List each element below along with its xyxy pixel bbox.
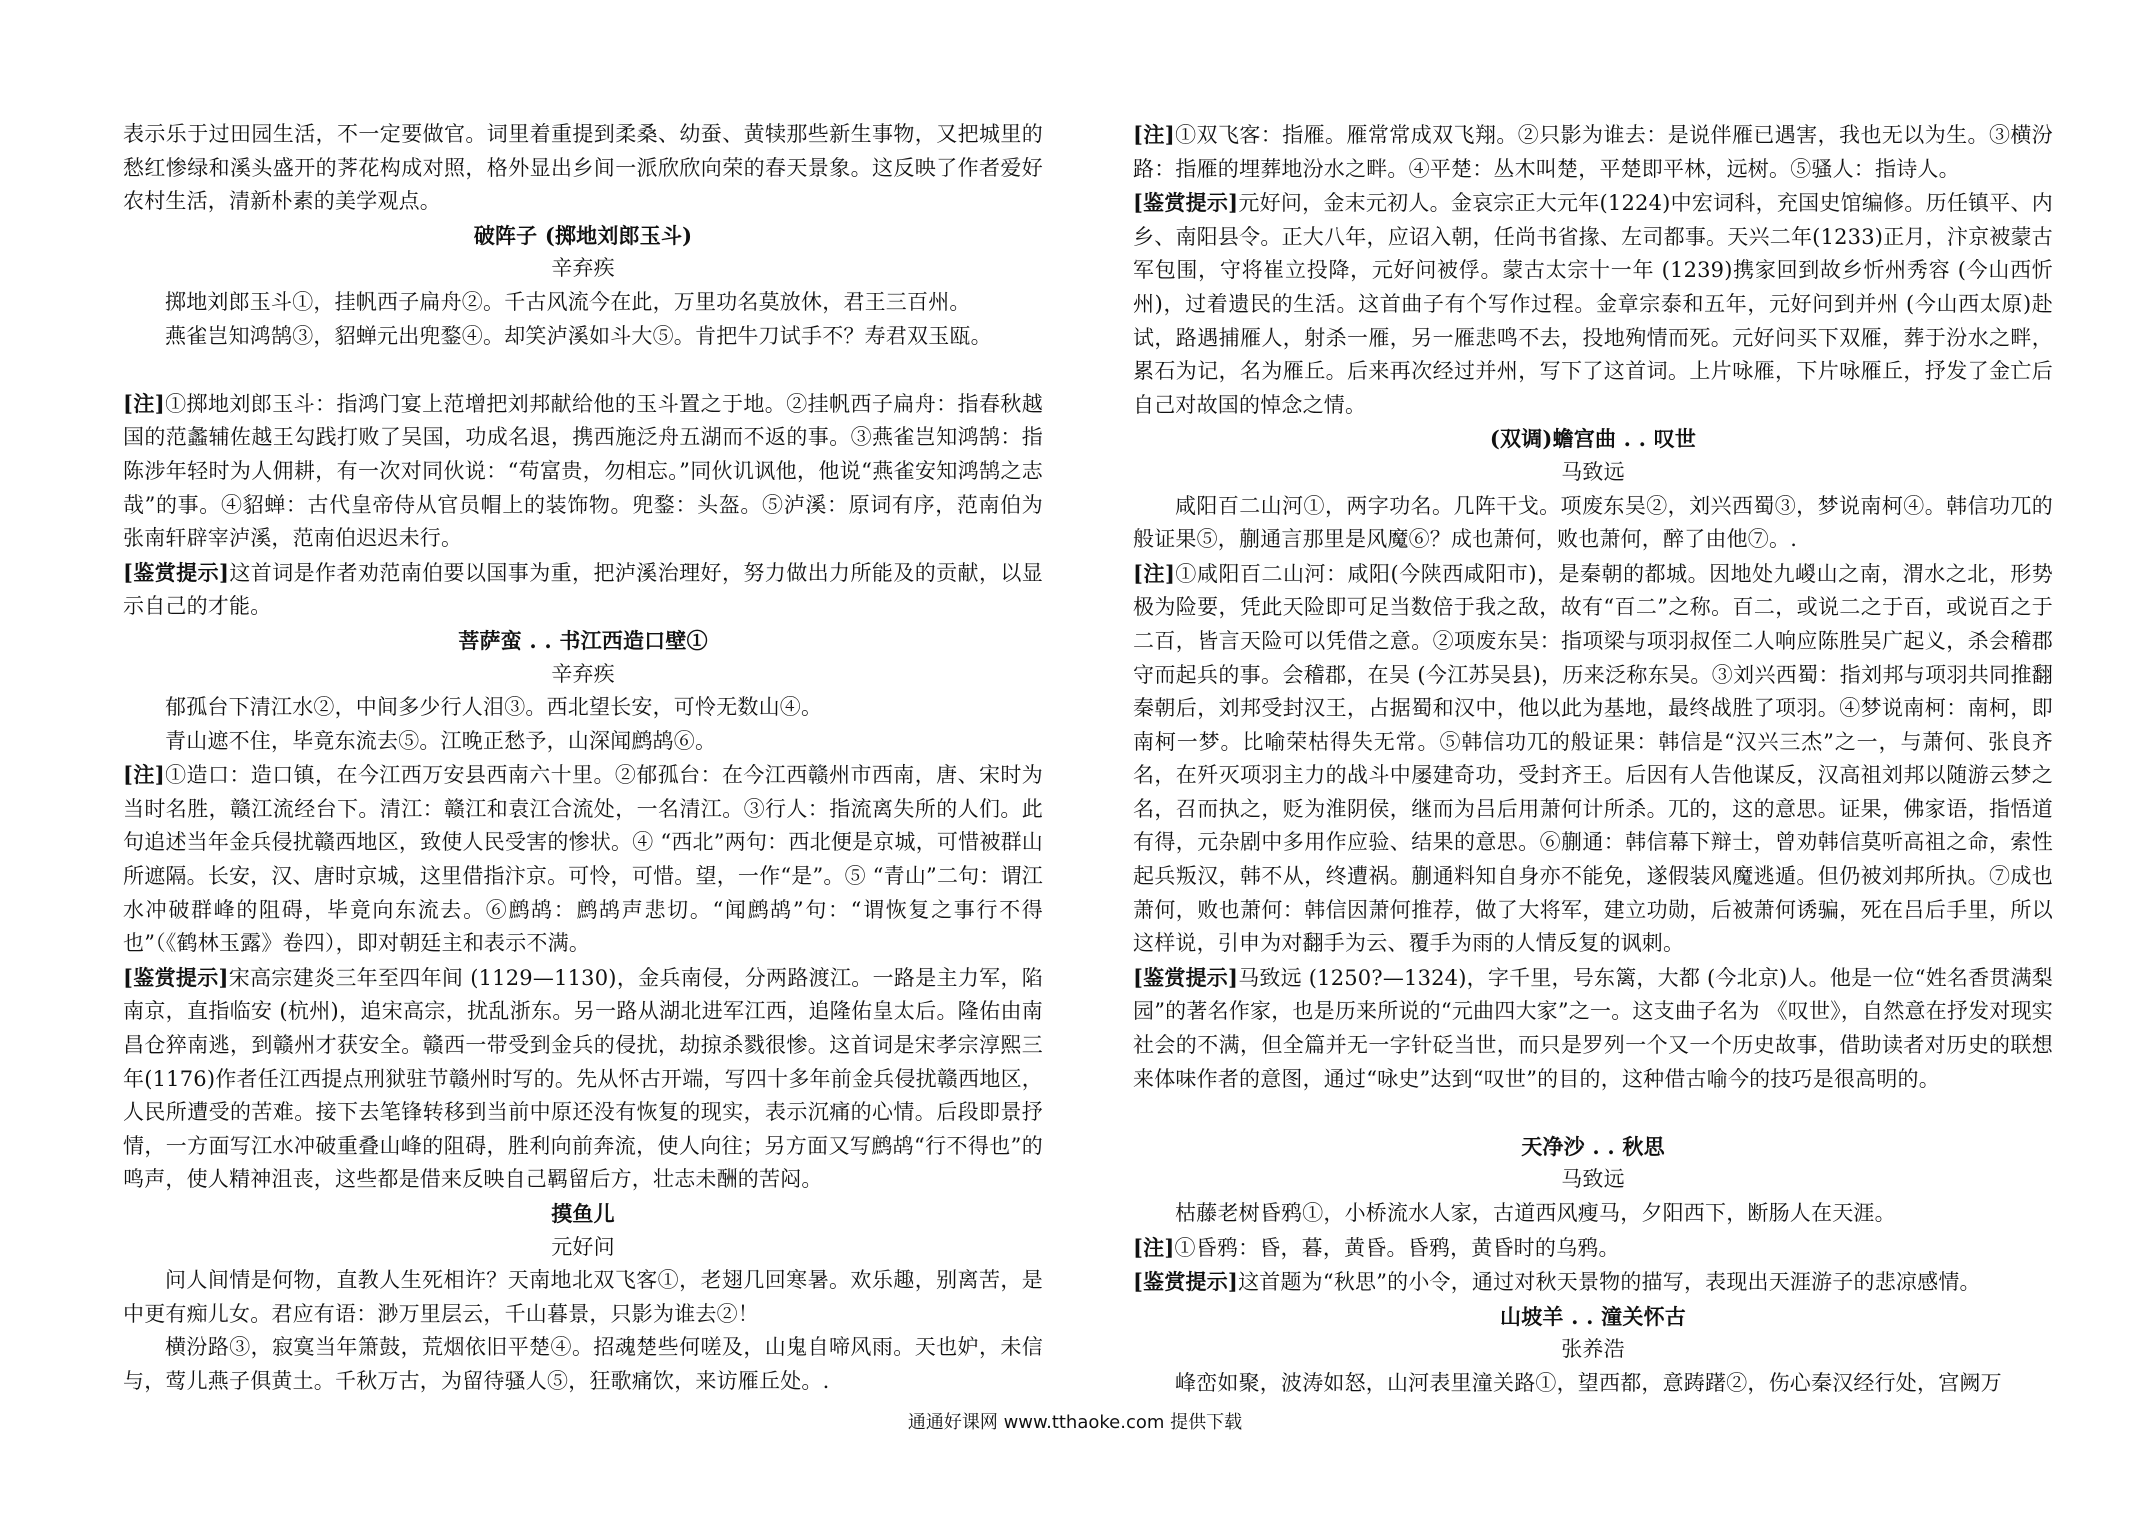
poem-author: 马致远 [1561,459,1625,484]
note-text: ①昏鸦：昏，暮，黄昏。昏鸦，黄昏时的乌鸦。 [1174,1235,1620,1260]
note-label: [注] [1133,122,1175,147]
poem-author: 张养浩 [1561,1337,1625,1362]
poem-title: 破阵子 (掷地刘郎玉斗) [473,222,693,248]
tip-text: 马致远 (1250?—1324)，字千里，号东篱，大都 (今北京)人。他是一位“姓名香贯满梨园”的著名作家，也是历来所说的“元曲四大家”之一。这支曲子名为 《叹世》，自然意在抒发对现实社会的不满，但全篇并无一字针砭当世，而只是罗列一个又一个历史故事，借助读者对历史的联想来体味作者的意图，通过“咏史”达到“叹世”的目的，这种借古喻今的技巧是很高明的。 [1133,965,2054,1091]
poem-author: 元好问 [551,1234,615,1259]
poem-line: 郁孤台下清江水②，中间多少行人泪③。西北望长安，可怜无数山④。 [165,695,823,720]
note-label: [注] [1133,1234,1175,1260]
poem-title: 菩萨蛮 . . 书江西造口壁① [458,627,708,653]
appreciation-tip [1133,961,2053,1096]
poem-note [123,758,1043,961]
note-text: ①咸阳百二山河：咸阳(今陕西咸阳市)，是秦朝的都城。因地处九嵕山之南，渭水之北，形势极为险要，凭此天险即可足当数倍于我之敌，故有“百二”之称。百二，或说二之于百，或说百之于二百，皆言天险可以凭借之意。②项废东吴：指项梁与项羽叔侄二人响应陈胜吴广起义，杀会稽郡守而起兵的事。会稽郡，在吴 (今江苏吴县)，历来泛称东吴。③刘兴西蜀：指刘邦与项羽共同推翻秦朝后，刘邦受封汉王，占据蜀和汉中，他以此为基地，最终战胜了项羽。④梦说南柯：南柯，即南柯一梦。比喻荣枯得失无常。⑤韩信功兀的般证果：韩信是“汉兴三杰”之一，与萧何、张良齐名，在歼灭项羽主力的战斗中屡建奇功，受封齐王。后因有人告他谋反，汉高祖刘邦以随游云梦之名，召而执之，贬为淮阴侯，继而为吕后用萧何计所杀。兀的，这的意思。证果，佛家语，指悟道有得，元杂剧中多用作应验、结果的意思。⑥蒯通：韩信幕下辩士，曾劝韩信莫听高祖之命，索性起兵叛汉，韩不从，终遭祸。蒯通料知自身亦不能免，遂假装风魔逃遁。但仍被刘邦所执。⑦成也萧何，败也萧何：韩信因萧何推荐，做了大将军，建立功勋，后被萧何诱骗，死在吕后手里，所以这样说，引申为对翻手为云、覆手为雨的人情反复的讽刺。 [1133,561,2053,956]
note-text: ①掷地刘郎玉斗：指鸿门宴上范增把刘邦献给他的玉斗置之于地。②挂帆西子扁舟：指春秋越国的范蠡辅佐越王勾践打败了吴国，功成名退，携西施泛舟五湖而不返的事。③燕雀岂知鸿鹄：指陈涉年轻时为人佣耕，有一次对同伙说：“苟富贵，勿相忘。”同伙讥讽他，他说“燕雀安知鸿鹄之志哉”的事。④貂蝉：古代皇帝侍从官员帽上的装饰物。兜鍪：头盔。⑤泸溪：原词有序，范南伯为张南轩辟宰泸溪，范南伯迟迟未行。 [123,391,1043,551]
poem-title: (双调)蟾宫曲 . . 叹世 [1489,426,1697,452]
poem-author: 辛弃疾 [551,256,615,281]
tip-label: [鉴赏提示] [123,964,229,990]
poem-line: 枯藤老树昏鸦①，小桥流水人家，古道西风瘦马，夕阳西下，断肠人在天涯。 [1175,1201,1896,1225]
note-label: [注] [123,762,165,788]
appreciation-tip [1133,186,2053,422]
appreciation-tip [123,961,1043,1197]
poem-title: 天净沙 . . 秋思 [1521,1133,1665,1159]
poem-author: 马致远 [1561,1167,1625,1192]
poem-line: 燕雀岂知鸿鹄③，貂蝉元出兜鍪④。却笑泸溪如斗大⑤。肯把牛刀试手不？寿君双玉瓯。 [165,323,992,348]
poem-line: 咸阳百二山河①，两字功名。几阵干戈。项废东吴②，刘兴西蜀③，梦说南柯④。韩信功兀的般证果⑤，蒯通言那里是风魔⑥？成也萧何，败也萧何，醉了由他⑦。. [1133,493,2053,552]
note-label: [注] [123,390,165,416]
note-text: ①双飞客：指雁。雁常常成双飞翔。②只影为谁去：是说伴雁已遇害，我也无以为生。③横汾路：指雁的埋葬地汾水之畔。④平楚：丛木叫楚，平楚即平林，远树。⑤骚人：指诗人。 [1133,123,2053,181]
poem-note [1133,557,2053,961]
tip-text: 这首词是作者劝范南伯要以国事为重，把泸溪治理好，努力做出力所能及的贡献，以显示自己的才能。 [123,560,1043,619]
poem-note [1133,1231,2053,1266]
right-column [1133,118,2053,1401]
tip-text: 元好问，金末元初人。金哀宗正大元年(1224)中宏词科，充国史馆编修。历任镇平、内乡、南阳县令。正大八年，应诏入朝，任尚书省掾、左司都事。天兴二年(1233)正月，汴京被蒙古军包围，守将崔立投降，元好问被俘。蒙古太宗十一年 (1239)携家回到故乡忻州秀容 (今山西忻州)，过着遗民的生活。这首曲子有个写作过程。金章宗泰和五年，元好问到并州 (今山西太原)赴试，路遇捕雁人，射杀一雁，另一雁悲鸣不去，投地殉情而死。元好问买下双雁，葬于汾水之畔，累石为记，名为雁丘。后来再次经过并州，写下了这首词。上片咏雁，下片咏雁丘，抒发了金亡后自己对故国的悼念之情。 [1133,191,2054,417]
poem-line: 青山遮不住，毕竟东流去⑤。江晚正愁予，山深闻鹧鸪⑥。 [165,728,717,753]
tip-text: 这首题为“秋思”的小令，通过对秋天景物的描写，表现出天涯游子的悲凉感情。 [1238,1270,1981,1295]
poem-note [123,387,1043,556]
poem-line: 掷地刘郎玉斗①，挂帆西子扁舟②。千古风流今在此，万里功名莫放休，君王三百州。 [165,289,971,314]
appreciation-tip [1133,1265,2053,1300]
poem-line: 横汾路③，寂寞当年箫鼓，荒烟依旧平楚④。招魂楚些何嗟及，山鬼自啼风雨。天也妒，未信与，莺儿燕子俱黄土。千秋万古，为留待骚人⑤，狂歌痛饮，来访雁丘处。. [123,1335,1043,1393]
intro-paragraph: 表示乐于过田园生活，不一定要做官。词里着重提到柔桑、幼蚕、黄犊那些新生事物，又把城里的愁红惨绿和溪头盛开的荠花构成对照，格外显出乡间一派欣欣向荣的春天景象。这反映了作者爱好农村生活，清新朴素的美学观点。 [123,122,1043,214]
poem-title: 摸鱼儿 [551,1201,615,1226]
tip-text: 宋高宗建炎三年至四年间 (1129—1130)，金兵南侵，分两路渡江。一路是主力军，陷南京，直指临安 (杭州)，追宋高宗，扰乱浙东。另一路从湖北进军江西，追隆佑皇太后。隆佑由南昌仓猝南逃，到赣州才获安全。赣西一带受到金兵的侵扰，劫掠杀戮很惨。这首词是宋孝宗淳熙三年(1176)作者任江西提点刑狱驻节赣州时写的。先从怀古开端，写四十多年前金兵侵扰赣西地区，人民所遭受的苦难。接下去笔锋转移到当前中原还没有恢复的现实，表示沉痛的心情。后段即景抒情，一方面写江水冲破重叠山峰的阻碍，胜利向前奔流，使人向往；另方面又写鹧鸪“行不得也”的鸣声，使人精神沮丧，这些都是借来反映自己羁留后方，壮志未酬的苦闷。 [123,965,1044,1192]
tip-label: [鉴赏提示] [1133,1269,1239,1295]
left-column [123,118,1043,1399]
poem-line: 峰峦如聚，波涛如怒，山河表里潼关路①，望西都，意踌躇②，伤心秦汉经行处，宫阙万 [1175,1370,2002,1395]
poem-author: 辛弃疾 [551,661,615,686]
poem-note [1133,118,2053,186]
tip-label: [鉴赏提示] [123,559,230,585]
tip-label: [鉴赏提示] [1133,190,1239,216]
note-text: ①造口：造口镇，在今江西万安县西南六十里。②郁孤台：在今江西赣州市西南，唐、宋时为当时名胜，赣江流经台下。清江：赣江和袁江合流处，一名清江。③行人：指流离失所的人们。此句追述当年金兵侵扰赣西地区，致使人民受害的惨状。④ “西北”两句：西北便是京城，可惜被群山所遮隔。长安，汉、唐时京城，这里借指汴京。可怜，可惜。望，一作“是”。⑤ “青山”二句：谓江水冲破群峰的阻碍，毕竟向东流去。⑥鹧鸪：鹧鸪声悲切。“闻鹧鸪”句：“谓恢复之事行不得也”（《鹤林玉露》卷四），即对朝廷主和表示不满。 [123,763,1043,956]
appreciation-tip [123,556,1043,624]
poem-title: 山坡羊 . . 潼关怀古 [1500,1303,1686,1329]
page-footer: 通通好课网 www.tthaoke.com 提供下载 [907,1412,1243,1433]
blank-line [1133,1096,2053,1130]
note-label: [注] [1133,560,1176,586]
blank-line [123,353,1043,387]
poem-line: 问人间情是何物，直教人生死相许？天南地北双飞客①，老翅几回寒暑。欢乐趣，别离苦，是中更有痴儿女。君应有语：渺万里层云，千山暮景，只影为谁去②！ [123,1268,1043,1326]
tip-label: [鉴赏提示] [1133,964,1239,990]
